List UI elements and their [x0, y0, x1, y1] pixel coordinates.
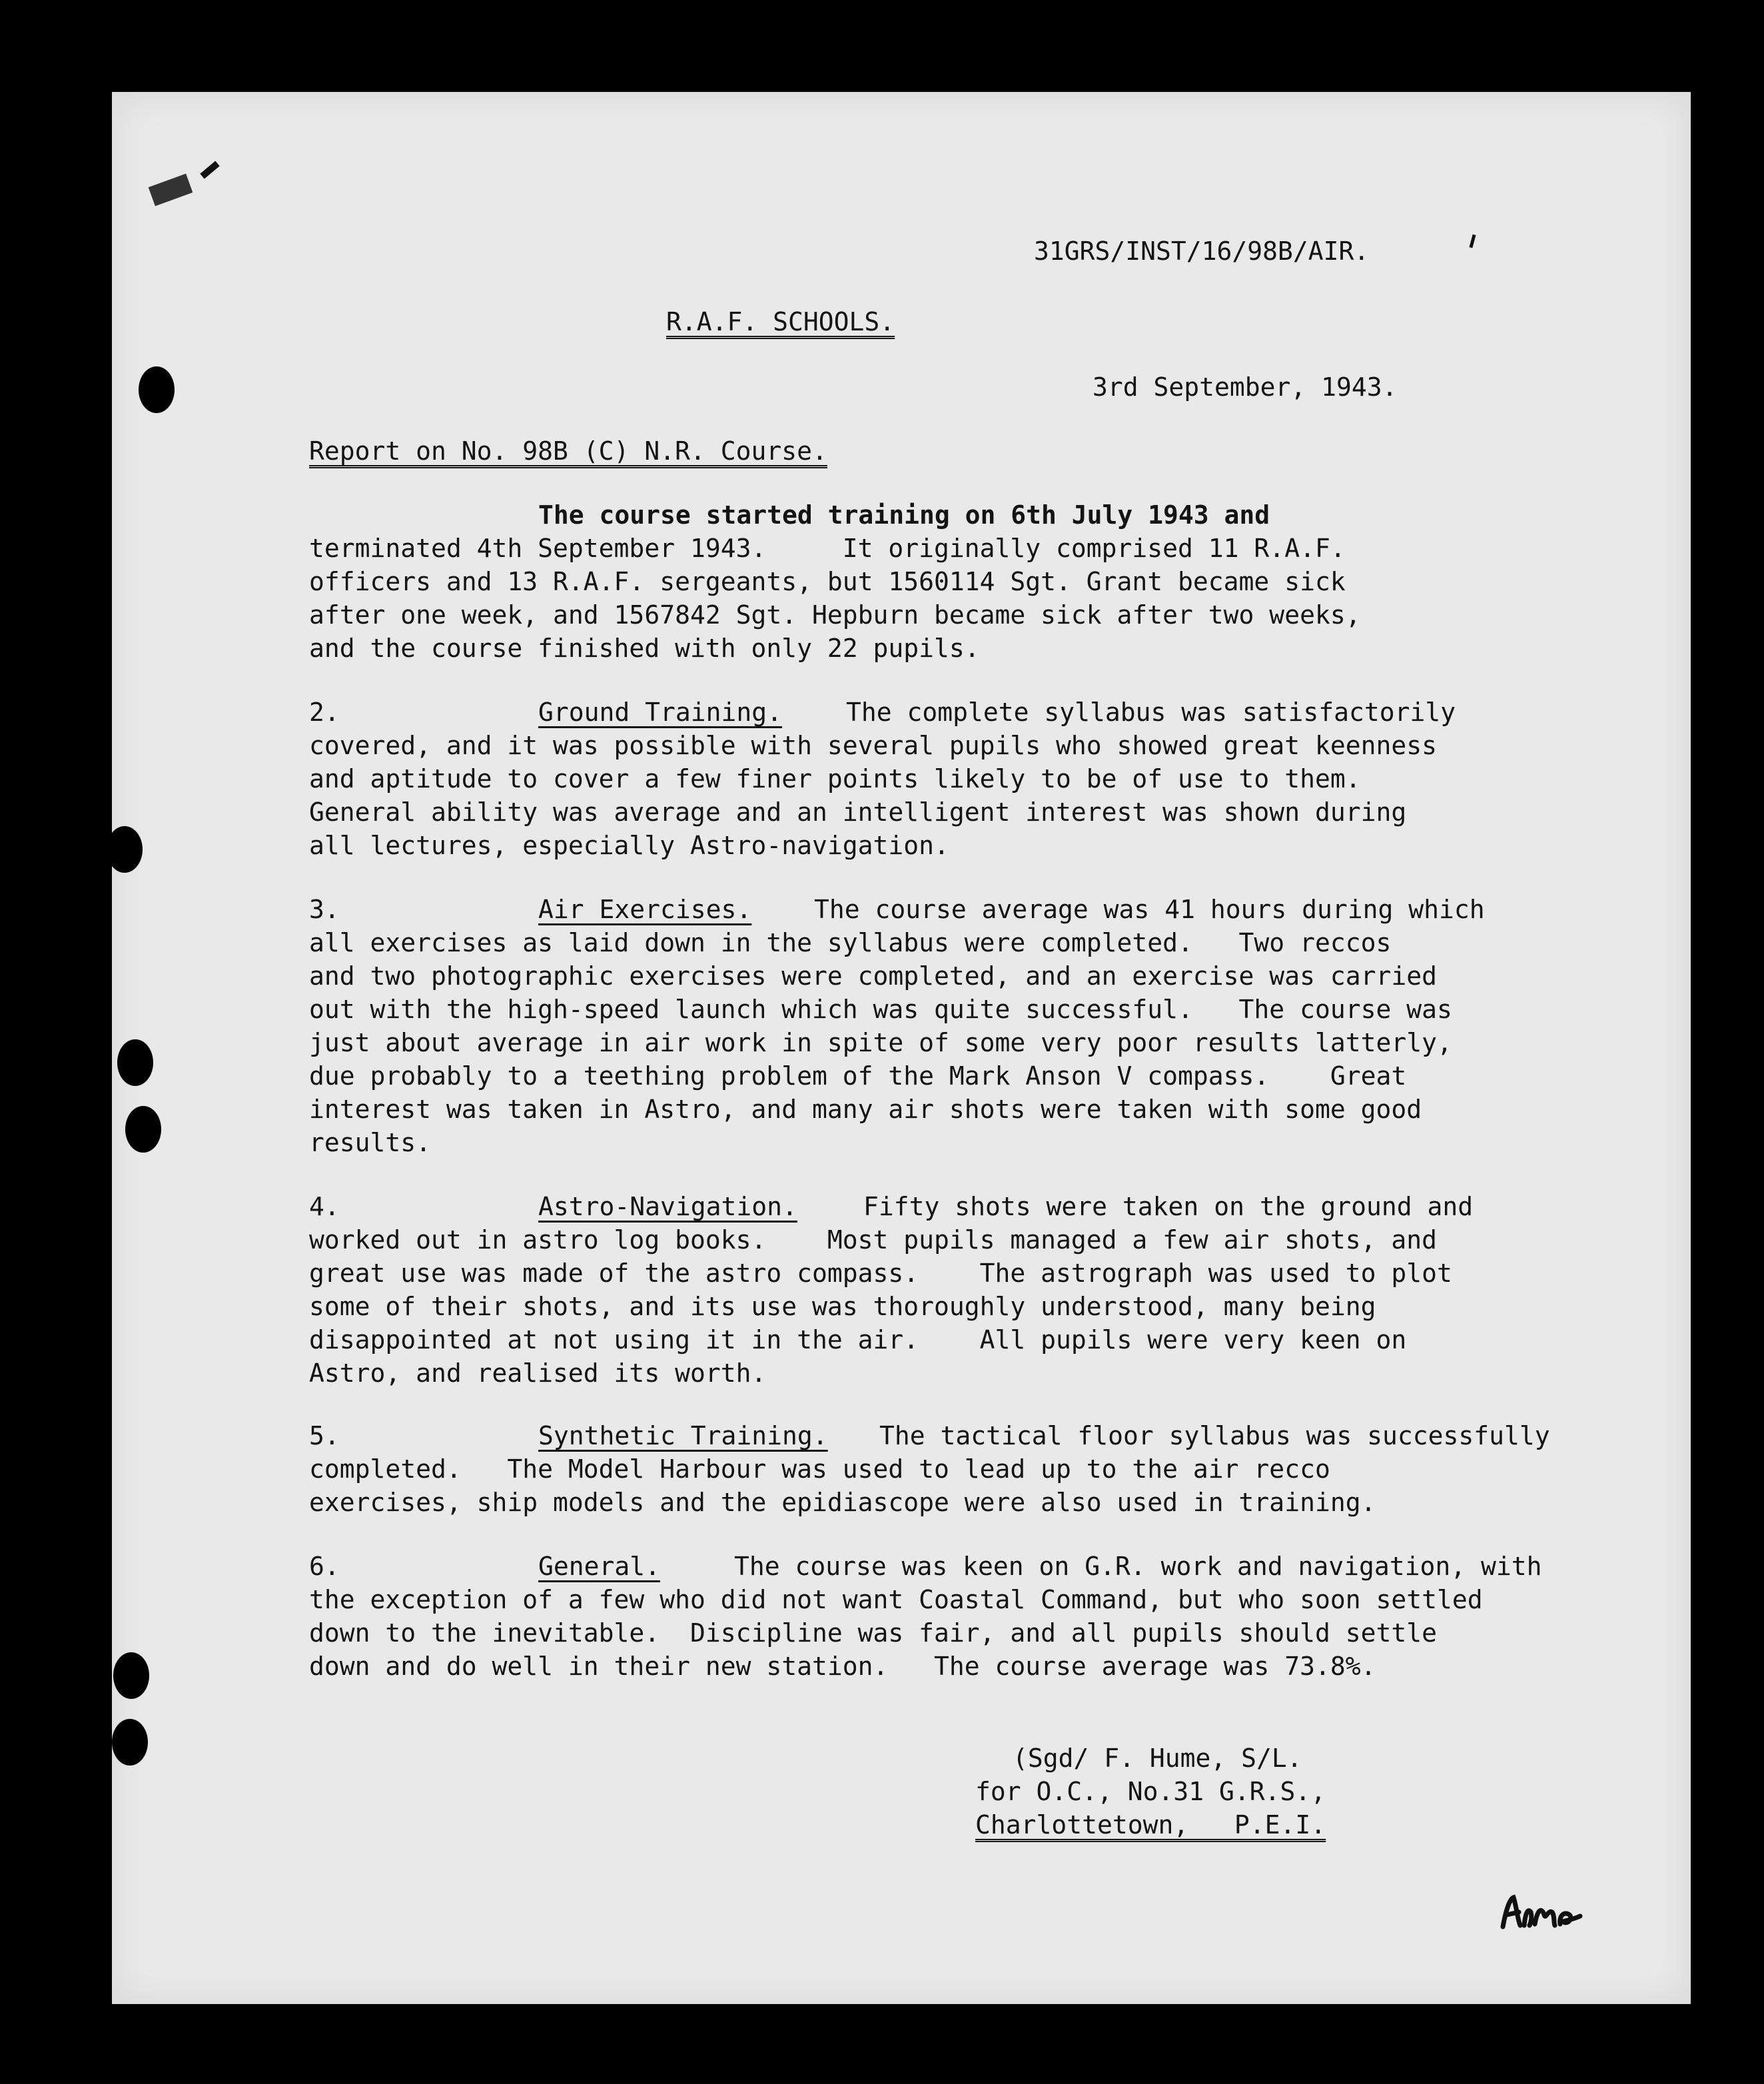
document-reference: 31GRS/INST/16/98B/AIR. [1034, 237, 1370, 266]
section-line: interest was taken in Astro, and many air shots were taken with some good [309, 1095, 1422, 1124]
section-number: 3. [309, 895, 340, 924]
section-line: results. [309, 1128, 432, 1157]
intro-line: and the course finished with only 22 pupils. [309, 634, 980, 663]
intro-line: officers and 13 R.A.F. sergeants, but 1560114 Sgt. Grant became sick [309, 567, 1346, 596]
section-line: down and do well in their new station. The course average was 73.8%. [309, 1652, 1376, 1681]
section-line: all exercises as laid down in the syllabus were completed. Two reccos [309, 928, 1392, 957]
section-line: just about average in air work in spite of some very poor results latterly, [309, 1028, 1452, 1057]
signature-line: (Sgd/ F. Hume, S/L. [1013, 1744, 1302, 1773]
section-line: great use was made of the astro compass. The astrograph was used to plot [309, 1259, 1452, 1288]
section-line: disappointed at not using it in the air. All pupils were very keen on [309, 1325, 1407, 1354]
section-line: the exception of a few who did not want Coastal Command, but who soon settled [309, 1585, 1483, 1614]
section-line: all lectures, especially Astro-navigation. [309, 831, 949, 860]
handwritten-initials [1498, 1892, 1584, 1932]
section-line: General ability was average and an intelligent interest was shown during [309, 797, 1407, 827]
intro-line: after one week, and 1567842 Sgt. Hepburn became sick after two weeks, [309, 600, 1361, 630]
section-first-line: The tactical floor syllabus was successfully [879, 1421, 1550, 1450]
section-first-line: The course average was 41 hours during which [814, 895, 1485, 924]
section-line: covered, and it was possible with several pupils who showed great keenness [309, 731, 1437, 760]
section-first-line: The complete syllabus was satisfactorily [846, 698, 1456, 727]
intro-line: The course started training on 6th July 1943 and [538, 500, 1270, 530]
punch-hole [112, 1719, 148, 1766]
section-line: down to the inevitable. Discipline was fair, and all pupils should settle [309, 1618, 1437, 1648]
report-title: Report on No. 98B (C) N.R. Course. [309, 436, 827, 466]
section-line: completed. The Model Harbour was used to lead up to the air recco [309, 1454, 1330, 1484]
punch-hole [139, 366, 175, 413]
section-line: out with the high-speed launch which was quite successful. The course was [309, 995, 1452, 1024]
signature-line: for O.C., No.31 G.R.S., [975, 1777, 1326, 1806]
section-number: 4. [309, 1192, 340, 1221]
section-line: and aptitude to cover a few finer points likely to be of use to them. [309, 764, 1361, 793]
section-line: and two photographic exercises were completed, and an exercise was carried [309, 961, 1437, 991]
section-line: some of their shots, and its use was thoroughly understood, many being [309, 1292, 1376, 1321]
section-line: exercises, ship models and the epidiascope were also used in training. [309, 1488, 1376, 1517]
org-heading: R.A.F. SCHOOLS. [666, 307, 895, 336]
section-heading: Air Exercises. [538, 895, 752, 924]
punch-hole [125, 1106, 161, 1153]
section-line: Astro, and realised its worth. [309, 1358, 767, 1388]
section-number: 5. [309, 1421, 340, 1450]
intro-line: terminated 4th September 1943. It originally comprised 11 R.A.F. [309, 534, 1346, 563]
section-heading: Astro-Navigation. [538, 1192, 797, 1221]
section-first-line: Fifty shots were taken on the ground and [863, 1192, 1474, 1221]
section-heading: Synthetic Training. [538, 1421, 828, 1450]
section-number: 6. [309, 1552, 340, 1581]
punch-hole [117, 1039, 153, 1086]
signature-line: Charlottetown, P.E.I. [975, 1810, 1326, 1839]
section-heading: General. [538, 1552, 661, 1581]
section-line: worked out in astro log books. Most pupils managed a few air shots, and [309, 1225, 1437, 1255]
punch-hole [113, 1652, 149, 1699]
section-heading: Ground Training. [538, 698, 783, 727]
section-number: 2. [309, 698, 340, 727]
section-line: due probably to a teething problem of the Mark Anson V compass. Great [309, 1061, 1407, 1091]
section-first-line: The course was keen on G.R. work and navigation, with [734, 1552, 1542, 1581]
punch-hole [107, 826, 143, 873]
document-date: 3rd September, 1943. [1093, 372, 1398, 402]
